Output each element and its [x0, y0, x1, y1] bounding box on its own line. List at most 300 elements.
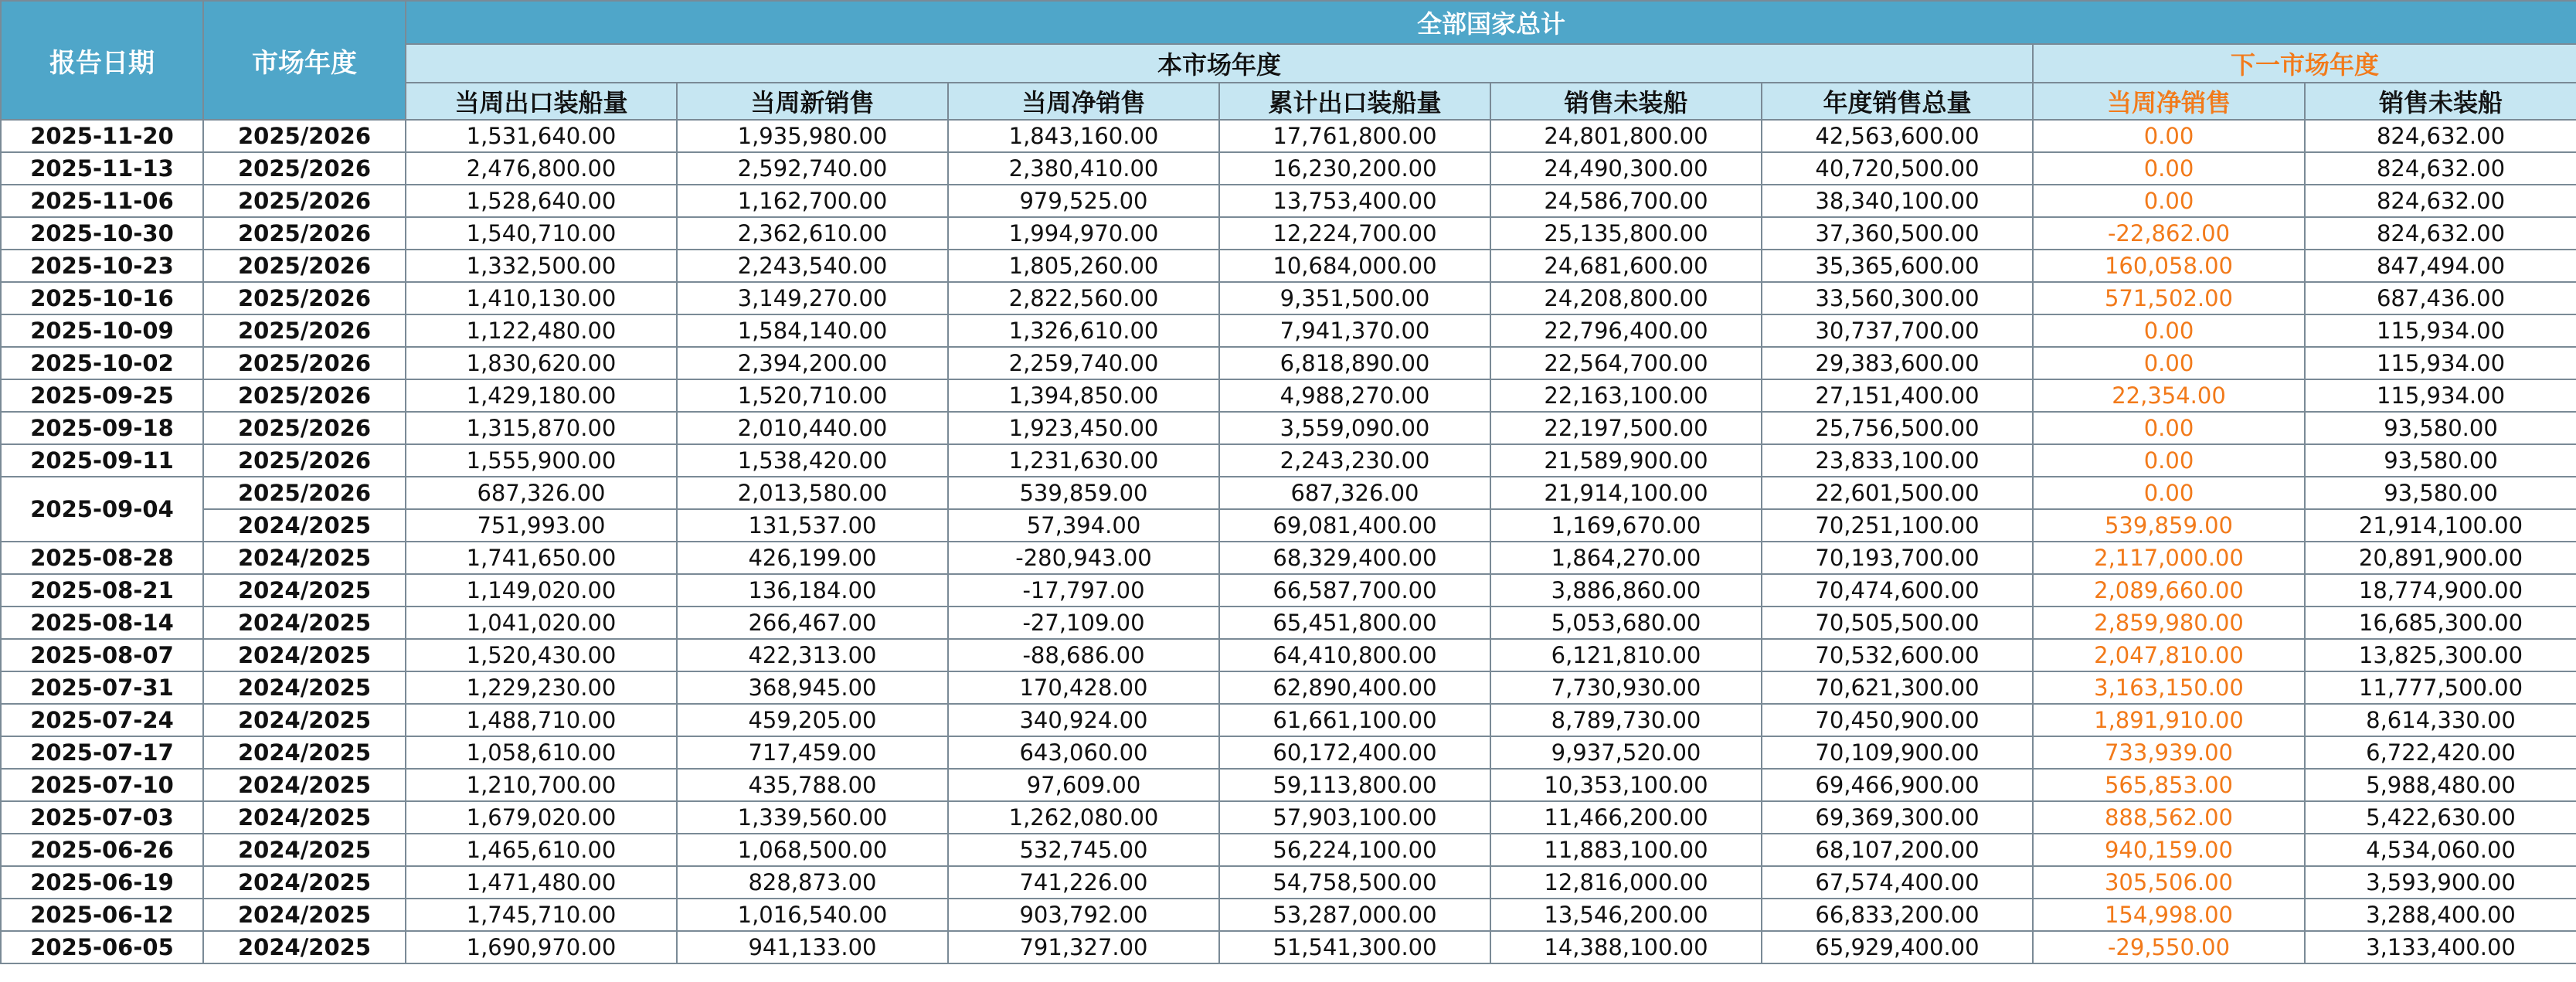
cell-report-date[interactable]: 2025-10-30	[1, 217, 203, 250]
cell-next-outstanding-sales[interactable]: 5,422,630.00	[2305, 801, 2576, 834]
cell-accumulated-exports[interactable]: 12,224,700.00	[1219, 217, 1490, 250]
table-row[interactable]	[1, 509, 2576, 542]
cell-accumulated-exports[interactable]: 66,587,700.00	[1219, 574, 1490, 607]
table-row[interactable]	[1, 607, 2576, 639]
cell-accumulated-exports[interactable]: 61,661,100.00	[1219, 704, 1490, 736]
cell-report-date[interactable]: 2025-07-10	[1, 769, 203, 801]
cell-weekly-net-sales[interactable]: -27,109.00	[948, 607, 1219, 639]
header-all-countries-total: 全部国家总计	[406, 1, 2576, 44]
cell-market-year[interactable]: 2025/2026	[203, 444, 406, 477]
header-weekly-net-sales[interactable]: 当周净销售	[948, 83, 1219, 120]
cell-next-outstanding-sales[interactable]: 3,288,400.00	[2305, 899, 2576, 931]
cell-weekly-new-sales[interactable]: 828,873.00	[677, 866, 948, 899]
cell-accumulated-exports[interactable]: 3,559,090.00	[1219, 412, 1490, 444]
cell-market-year[interactable]: 2025/2026	[203, 152, 406, 185]
cell-outstanding-sales[interactable]: 24,681,600.00	[1490, 250, 1762, 282]
cell-report-date[interactable]: 2025-09-25	[1, 379, 203, 412]
cell-weekly-new-sales[interactable]: 1,068,500.00	[677, 834, 948, 866]
cell-outstanding-sales[interactable]: 1,169,670.00	[1490, 509, 1762, 542]
cell-report-date[interactable]: 2025-07-17	[1, 736, 203, 769]
cell-total-commitments[interactable]: 70,505,500.00	[1762, 607, 2033, 639]
cell-weekly-new-sales[interactable]: 422,313.00	[677, 639, 948, 671]
table-row[interactable]	[1, 379, 2576, 412]
cell-market-year[interactable]: 2025/2026	[203, 250, 406, 282]
cell-market-year[interactable]: 2024/2025	[203, 639, 406, 671]
cell-next-outstanding-sales[interactable]: 687,436.00	[2305, 282, 2576, 314]
cell-market-year[interactable]: 2025/2026	[203, 282, 406, 314]
header-report-date[interactable]: 报告日期	[1, 1, 203, 120]
cell-total-commitments[interactable]: 25,756,500.00	[1762, 412, 2033, 444]
table-row[interactable]	[1, 217, 2576, 250]
cell-weekly-net-sales[interactable]: 1,262,080.00	[948, 801, 1219, 834]
cell-total-commitments[interactable]: 69,466,900.00	[1762, 769, 2033, 801]
cell-weekly-net-sales[interactable]: 2,259,740.00	[948, 347, 1219, 379]
cell-market-year[interactable]: 2024/2025	[203, 704, 406, 736]
cell-accumulated-exports[interactable]: 62,890,400.00	[1219, 671, 1490, 704]
cell-weekly-exports[interactable]: 1,471,480.00	[406, 866, 677, 899]
cell-market-year[interactable]: 2025/2026	[203, 477, 406, 509]
cell-weekly-exports[interactable]: 1,315,870.00	[406, 412, 677, 444]
cell-next-weekly-net-sales[interactable]: 0.00	[2033, 120, 2305, 152]
cell-total-commitments[interactable]: 22,601,500.00	[1762, 477, 2033, 509]
cell-weekly-net-sales[interactable]: 532,745.00	[948, 834, 1219, 866]
cell-weekly-new-sales[interactable]: 3,149,270.00	[677, 282, 948, 314]
table-row[interactable]	[1, 574, 2576, 607]
cell-weekly-new-sales[interactable]: 1,520,710.00	[677, 379, 948, 412]
cell-weekly-new-sales[interactable]: 368,945.00	[677, 671, 948, 704]
cell-weekly-net-sales[interactable]: 1,805,260.00	[948, 250, 1219, 282]
cell-total-commitments[interactable]: 30,737,700.00	[1762, 314, 2033, 347]
cell-weekly-exports[interactable]: 1,830,620.00	[406, 347, 677, 379]
cell-weekly-new-sales[interactable]: 1,162,700.00	[677, 185, 948, 217]
cell-outstanding-sales[interactable]: 21,589,900.00	[1490, 444, 1762, 477]
cell-next-outstanding-sales[interactable]: 6,722,420.00	[2305, 736, 2576, 769]
cell-total-commitments[interactable]: 38,340,100.00	[1762, 185, 2033, 217]
cell-accumulated-exports[interactable]: 51,541,300.00	[1219, 931, 1490, 963]
cell-next-outstanding-sales[interactable]: 18,774,900.00	[2305, 574, 2576, 607]
header-market-year[interactable]: 市场年度	[203, 1, 406, 120]
cell-weekly-new-sales[interactable]: 941,133.00	[677, 931, 948, 963]
cell-next-weekly-net-sales[interactable]: 0.00	[2033, 185, 2305, 217]
cell-weekly-new-sales[interactable]: 2,394,200.00	[677, 347, 948, 379]
header-total-commitments[interactable]: 年度销售总量	[1762, 83, 2033, 120]
cell-market-year[interactable]: 2025/2026	[203, 217, 406, 250]
cell-weekly-new-sales[interactable]: 136,184.00	[677, 574, 948, 607]
cell-market-year[interactable]: 2024/2025	[203, 736, 406, 769]
cell-next-weekly-net-sales[interactable]: 305,506.00	[2033, 866, 2305, 899]
table-row[interactable]	[1, 444, 2576, 477]
cell-outstanding-sales[interactable]: 25,135,800.00	[1490, 217, 1762, 250]
cell-next-weekly-net-sales[interactable]: 160,058.00	[2033, 250, 2305, 282]
cell-next-weekly-net-sales[interactable]: 0.00	[2033, 444, 2305, 477]
cell-accumulated-exports[interactable]: 6,818,890.00	[1219, 347, 1490, 379]
cell-total-commitments[interactable]: 68,107,200.00	[1762, 834, 2033, 866]
table-row[interactable]	[1, 412, 2576, 444]
cell-weekly-net-sales[interactable]: 791,327.00	[948, 931, 1219, 963]
cell-weekly-new-sales[interactable]: 2,013,580.00	[677, 477, 948, 509]
cell-market-year[interactable]: 2025/2026	[203, 185, 406, 217]
cell-outstanding-sales[interactable]: 11,883,100.00	[1490, 834, 1762, 866]
cell-accumulated-exports[interactable]: 68,329,400.00	[1219, 542, 1490, 574]
cell-weekly-new-sales[interactable]: 1,339,560.00	[677, 801, 948, 834]
cell-accumulated-exports[interactable]: 56,224,100.00	[1219, 834, 1490, 866]
cell-next-weekly-net-sales[interactable]: 1,891,910.00	[2033, 704, 2305, 736]
cell-weekly-net-sales[interactable]: -17,797.00	[948, 574, 1219, 607]
cell-next-weekly-net-sales[interactable]: 2,047,810.00	[2033, 639, 2305, 671]
cell-weekly-net-sales[interactable]: 903,792.00	[948, 899, 1219, 931]
header-weekly-exports[interactable]: 当周出口装船量	[406, 83, 677, 120]
cell-next-outstanding-sales[interactable]: 5,988,480.00	[2305, 769, 2576, 801]
cell-next-outstanding-sales[interactable]: 3,593,900.00	[2305, 866, 2576, 899]
cell-next-weekly-net-sales[interactable]: 0.00	[2033, 314, 2305, 347]
table-row[interactable]	[1, 736, 2576, 769]
cell-weekly-new-sales[interactable]: 2,592,740.00	[677, 152, 948, 185]
cell-accumulated-exports[interactable]: 687,326.00	[1219, 477, 1490, 509]
cell-total-commitments[interactable]: 70,251,100.00	[1762, 509, 2033, 542]
cell-weekly-new-sales[interactable]: 426,199.00	[677, 542, 948, 574]
cell-total-commitments[interactable]: 70,450,900.00	[1762, 704, 2033, 736]
cell-next-weekly-net-sales[interactable]: 888,562.00	[2033, 801, 2305, 834]
cell-next-outstanding-sales[interactable]: 115,934.00	[2305, 314, 2576, 347]
cell-accumulated-exports[interactable]: 59,113,800.00	[1219, 769, 1490, 801]
cell-weekly-net-sales[interactable]: 1,394,850.00	[948, 379, 1219, 412]
cell-outstanding-sales[interactable]: 22,564,700.00	[1490, 347, 1762, 379]
header-weekly-new-sales[interactable]: 当周新销售	[677, 83, 948, 120]
cell-report-date[interactable]: 2025-07-03	[1, 801, 203, 834]
table-row[interactable]	[1, 866, 2576, 899]
cell-weekly-new-sales[interactable]: 2,010,440.00	[677, 412, 948, 444]
cell-next-outstanding-sales[interactable]: 13,825,300.00	[2305, 639, 2576, 671]
cell-next-outstanding-sales[interactable]: 115,934.00	[2305, 347, 2576, 379]
cell-total-commitments[interactable]: 40,720,500.00	[1762, 152, 2033, 185]
cell-weekly-net-sales[interactable]: 643,060.00	[948, 736, 1219, 769]
cell-report-date[interactable]: 2025-11-06	[1, 185, 203, 217]
cell-outstanding-sales[interactable]: 9,937,520.00	[1490, 736, 1762, 769]
cell-outstanding-sales[interactable]: 6,121,810.00	[1490, 639, 1762, 671]
cell-weekly-net-sales[interactable]: 170,428.00	[948, 671, 1219, 704]
cell-report-date[interactable]: 2025-10-16	[1, 282, 203, 314]
cell-report-date[interactable]: 2025-09-11	[1, 444, 203, 477]
cell-weekly-exports[interactable]: 1,555,900.00	[406, 444, 677, 477]
cell-weekly-net-sales[interactable]: 340,924.00	[948, 704, 1219, 736]
cell-next-weekly-net-sales[interactable]: 940,159.00	[2033, 834, 2305, 866]
cell-total-commitments[interactable]: 42,563,600.00	[1762, 120, 2033, 152]
cell-weekly-exports[interactable]: 1,122,480.00	[406, 314, 677, 347]
cell-weekly-new-sales[interactable]: 717,459.00	[677, 736, 948, 769]
cell-market-year[interactable]: 2024/2025	[203, 509, 406, 542]
table-row[interactable]	[1, 152, 2576, 185]
cell-report-date[interactable]: 2025-07-24	[1, 704, 203, 736]
cell-outstanding-sales[interactable]: 24,586,700.00	[1490, 185, 1762, 217]
table-row[interactable]	[1, 769, 2576, 801]
cell-next-weekly-net-sales[interactable]: 2,089,660.00	[2033, 574, 2305, 607]
cell-weekly-exports[interactable]: 1,520,430.00	[406, 639, 677, 671]
cell-report-date[interactable]: 2025-11-13	[1, 152, 203, 185]
cell-next-weekly-net-sales[interactable]: 3,163,150.00	[2033, 671, 2305, 704]
cell-accumulated-exports[interactable]: 54,758,500.00	[1219, 866, 1490, 899]
table-row[interactable]	[1, 834, 2576, 866]
cell-accumulated-exports[interactable]: 4,988,270.00	[1219, 379, 1490, 412]
cell-accumulated-exports[interactable]: 53,287,000.00	[1219, 899, 1490, 931]
cell-outstanding-sales[interactable]: 22,796,400.00	[1490, 314, 1762, 347]
cell-outstanding-sales[interactable]: 24,208,800.00	[1490, 282, 1762, 314]
cell-outstanding-sales[interactable]: 13,546,200.00	[1490, 899, 1762, 931]
table-row[interactable]	[1, 704, 2576, 736]
cell-total-commitments[interactable]: 70,621,300.00	[1762, 671, 2033, 704]
table-row[interactable]	[1, 250, 2576, 282]
cell-weekly-net-sales[interactable]: 1,231,630.00	[948, 444, 1219, 477]
cell-accumulated-exports[interactable]: 10,684,000.00	[1219, 250, 1490, 282]
cell-outstanding-sales[interactable]: 24,490,300.00	[1490, 152, 1762, 185]
cell-weekly-exports[interactable]: 1,058,610.00	[406, 736, 677, 769]
table-row[interactable]	[1, 899, 2576, 931]
cell-weekly-exports[interactable]: 1,528,640.00	[406, 185, 677, 217]
cell-outstanding-sales[interactable]: 12,816,000.00	[1490, 866, 1762, 899]
cell-report-date[interactable]: 2025-08-21	[1, 574, 203, 607]
cell-market-year[interactable]: 2024/2025	[203, 607, 406, 639]
cell-next-weekly-net-sales[interactable]: -22,862.00	[2033, 217, 2305, 250]
cell-accumulated-exports[interactable]: 13,753,400.00	[1219, 185, 1490, 217]
cell-report-date[interactable]: 2025-06-26	[1, 834, 203, 866]
table-row[interactable]	[1, 185, 2576, 217]
cell-next-outstanding-sales[interactable]: 8,614,330.00	[2305, 704, 2576, 736]
cell-weekly-new-sales[interactable]: 2,243,540.00	[677, 250, 948, 282]
cell-outstanding-sales[interactable]: 8,789,730.00	[1490, 704, 1762, 736]
cell-weekly-exports[interactable]: 1,531,640.00	[406, 120, 677, 152]
cell-report-date[interactable]: 2025-10-02	[1, 347, 203, 379]
cell-next-weekly-net-sales[interactable]: 22,354.00	[2033, 379, 2305, 412]
cell-total-commitments[interactable]: 67,574,400.00	[1762, 866, 2033, 899]
cell-total-commitments[interactable]: 70,193,700.00	[1762, 542, 2033, 574]
cell-weekly-exports[interactable]: 1,741,650.00	[406, 542, 677, 574]
cell-weekly-exports[interactable]: 1,679,020.00	[406, 801, 677, 834]
table-row[interactable]	[1, 347, 2576, 379]
cell-weekly-exports[interactable]: 1,410,130.00	[406, 282, 677, 314]
cell-next-outstanding-sales[interactable]: 4,534,060.00	[2305, 834, 2576, 866]
cell-next-weekly-net-sales[interactable]: -29,550.00	[2033, 931, 2305, 963]
cell-weekly-net-sales[interactable]: 979,525.00	[948, 185, 1219, 217]
cell-total-commitments[interactable]: 27,151,400.00	[1762, 379, 2033, 412]
cell-accumulated-exports[interactable]: 65,451,800.00	[1219, 607, 1490, 639]
cell-next-outstanding-sales[interactable]: 21,914,100.00	[2305, 509, 2576, 542]
cell-next-weekly-net-sales[interactable]: 571,502.00	[2033, 282, 2305, 314]
cell-report-date[interactable]: 2025-08-07	[1, 639, 203, 671]
cell-total-commitments[interactable]: 23,833,100.00	[1762, 444, 2033, 477]
cell-weekly-exports[interactable]: 1,540,710.00	[406, 217, 677, 250]
cell-next-weekly-net-sales[interactable]: 0.00	[2033, 152, 2305, 185]
cell-weekly-new-sales[interactable]: 266,467.00	[677, 607, 948, 639]
cell-next-weekly-net-sales[interactable]: 0.00	[2033, 347, 2305, 379]
cell-weekly-new-sales[interactable]: 1,538,420.00	[677, 444, 948, 477]
header-next-weekly-net-sales[interactable]: 当周净销售	[2033, 83, 2305, 120]
cell-next-weekly-net-sales[interactable]: 0.00	[2033, 477, 2305, 509]
cell-total-commitments[interactable]: 33,560,300.00	[1762, 282, 2033, 314]
table-row[interactable]	[1, 671, 2576, 704]
cell-next-outstanding-sales[interactable]: 824,632.00	[2305, 152, 2576, 185]
cell-market-year[interactable]: 2024/2025	[203, 542, 406, 574]
cell-report-date[interactable]: 2025-09-04	[1, 477, 203, 542]
cell-market-year[interactable]: 2024/2025	[203, 931, 406, 963]
cell-total-commitments[interactable]: 65,929,400.00	[1762, 931, 2033, 963]
cell-weekly-exports[interactable]: 687,326.00	[406, 477, 677, 509]
cell-next-outstanding-sales[interactable]: 824,632.00	[2305, 185, 2576, 217]
cell-weekly-exports[interactable]: 1,745,710.00	[406, 899, 677, 931]
header-accumulated-exports[interactable]: 累计出口装船量	[1219, 83, 1490, 120]
cell-accumulated-exports[interactable]: 69,081,400.00	[1219, 509, 1490, 542]
cell-weekly-net-sales[interactable]: 741,226.00	[948, 866, 1219, 899]
cell-weekly-new-sales[interactable]: 2,362,610.00	[677, 217, 948, 250]
cell-outstanding-sales[interactable]: 24,801,800.00	[1490, 120, 1762, 152]
cell-weekly-exports[interactable]: 2,476,800.00	[406, 152, 677, 185]
cell-total-commitments[interactable]: 35,365,600.00	[1762, 250, 2033, 282]
cell-weekly-net-sales[interactable]: 1,994,970.00	[948, 217, 1219, 250]
cell-weekly-net-sales[interactable]: 1,326,610.00	[948, 314, 1219, 347]
cell-weekly-net-sales[interactable]: 57,394.00	[948, 509, 1219, 542]
cell-weekly-net-sales[interactable]: -88,686.00	[948, 639, 1219, 671]
cell-next-weekly-net-sales[interactable]: 154,998.00	[2033, 899, 2305, 931]
cell-total-commitments[interactable]: 70,474,600.00	[1762, 574, 2033, 607]
cell-next-outstanding-sales[interactable]: 20,891,900.00	[2305, 542, 2576, 574]
cell-next-outstanding-sales[interactable]: 93,580.00	[2305, 444, 2576, 477]
cell-accumulated-exports[interactable]: 16,230,200.00	[1219, 152, 1490, 185]
cell-weekly-exports[interactable]: 1,041,020.00	[406, 607, 677, 639]
cell-next-weekly-net-sales[interactable]: 2,117,000.00	[2033, 542, 2305, 574]
cell-market-year[interactable]: 2025/2026	[203, 347, 406, 379]
cell-report-date[interactable]: 2025-09-18	[1, 412, 203, 444]
cell-market-year[interactable]: 2024/2025	[203, 769, 406, 801]
cell-report-date[interactable]: 2025-10-09	[1, 314, 203, 347]
cell-outstanding-sales[interactable]: 10,353,100.00	[1490, 769, 1762, 801]
header-outstanding-sales[interactable]: 销售未装船	[1490, 83, 1762, 120]
cell-accumulated-exports[interactable]: 7,941,370.00	[1219, 314, 1490, 347]
cell-outstanding-sales[interactable]: 14,388,100.00	[1490, 931, 1762, 963]
cell-market-year[interactable]: 2024/2025	[203, 671, 406, 704]
cell-next-outstanding-sales[interactable]: 824,632.00	[2305, 217, 2576, 250]
cell-weekly-exports[interactable]: 1,210,700.00	[406, 769, 677, 801]
cell-total-commitments[interactable]: 69,369,300.00	[1762, 801, 2033, 834]
table-row[interactable]	[1, 120, 2576, 152]
cell-market-year[interactable]: 2024/2025	[203, 866, 406, 899]
cell-outstanding-sales[interactable]: 7,730,930.00	[1490, 671, 1762, 704]
header-current-market-year: 本市场年度	[406, 44, 2033, 83]
cell-outstanding-sales[interactable]: 21,914,100.00	[1490, 477, 1762, 509]
cell-next-weekly-net-sales[interactable]: 539,859.00	[2033, 509, 2305, 542]
cell-weekly-new-sales[interactable]: 131,537.00	[677, 509, 948, 542]
table-row[interactable]	[1, 931, 2576, 963]
cell-weekly-exports[interactable]: 1,465,610.00	[406, 834, 677, 866]
cell-weekly-net-sales[interactable]: 539,859.00	[948, 477, 1219, 509]
cell-market-year[interactable]: 2025/2026	[203, 412, 406, 444]
cell-report-date[interactable]: 2025-06-05	[1, 931, 203, 963]
cell-weekly-net-sales[interactable]: 1,923,450.00	[948, 412, 1219, 444]
table-row[interactable]	[1, 639, 2576, 671]
cell-market-year[interactable]: 2025/2026	[203, 379, 406, 412]
cell-report-date[interactable]: 2025-06-19	[1, 866, 203, 899]
cell-weekly-new-sales[interactable]: 1,016,540.00	[677, 899, 948, 931]
cell-accumulated-exports[interactable]: 9,351,500.00	[1219, 282, 1490, 314]
cell-market-year[interactable]: 2024/2025	[203, 574, 406, 607]
cell-next-outstanding-sales[interactable]: 11,777,500.00	[2305, 671, 2576, 704]
table-header	[1, 1, 2576, 120]
cell-next-weekly-net-sales[interactable]: 2,859,980.00	[2033, 607, 2305, 639]
cell-market-year[interactable]: 2024/2025	[203, 801, 406, 834]
table-row[interactable]	[1, 282, 2576, 314]
cell-weekly-net-sales[interactable]: -280,943.00	[948, 542, 1219, 574]
cell-weekly-exports[interactable]: 1,488,710.00	[406, 704, 677, 736]
cell-outstanding-sales[interactable]: 22,163,100.00	[1490, 379, 1762, 412]
cell-next-weekly-net-sales[interactable]: 565,853.00	[2033, 769, 2305, 801]
cell-weekly-net-sales[interactable]: 1,843,160.00	[948, 120, 1219, 152]
cell-weekly-new-sales[interactable]: 435,788.00	[677, 769, 948, 801]
cell-total-commitments[interactable]: 70,109,900.00	[1762, 736, 2033, 769]
cell-total-commitments[interactable]: 29,383,600.00	[1762, 347, 2033, 379]
cell-next-outstanding-sales[interactable]: 3,133,400.00	[2305, 931, 2576, 963]
cell-accumulated-exports[interactable]: 17,761,800.00	[1219, 120, 1490, 152]
cell-weekly-net-sales[interactable]: 97,609.00	[948, 769, 1219, 801]
table-row[interactable]	[1, 477, 2576, 509]
cell-next-weekly-net-sales[interactable]: 0.00	[2033, 412, 2305, 444]
cell-weekly-new-sales[interactable]: 1,935,980.00	[677, 120, 948, 152]
cell-report-date[interactable]: 2025-06-12	[1, 899, 203, 931]
cell-weekly-net-sales[interactable]: 2,380,410.00	[948, 152, 1219, 185]
cell-report-date[interactable]: 2025-07-31	[1, 671, 203, 704]
cell-market-year[interactable]: 2024/2025	[203, 899, 406, 931]
cell-total-commitments[interactable]: 66,833,200.00	[1762, 899, 2033, 931]
cell-next-outstanding-sales[interactable]: 93,580.00	[2305, 412, 2576, 444]
cell-market-year[interactable]: 2025/2026	[203, 314, 406, 347]
cell-outstanding-sales[interactable]: 1,864,270.00	[1490, 542, 1762, 574]
cell-outstanding-sales[interactable]: 3,886,860.00	[1490, 574, 1762, 607]
cell-outstanding-sales[interactable]: 5,053,680.00	[1490, 607, 1762, 639]
cell-weekly-exports[interactable]: 1,429,180.00	[406, 379, 677, 412]
cell-total-commitments[interactable]: 37,360,500.00	[1762, 217, 2033, 250]
cell-next-outstanding-sales[interactable]: 824,632.00	[2305, 120, 2576, 152]
cell-report-date[interactable]: 2025-11-20	[1, 120, 203, 152]
cell-next-weekly-net-sales[interactable]: 733,939.00	[2033, 736, 2305, 769]
cell-weekly-exports[interactable]: 1,332,500.00	[406, 250, 677, 282]
cell-report-date[interactable]: 2025-08-14	[1, 607, 203, 639]
cell-market-year[interactable]: 2025/2026	[203, 120, 406, 152]
table-row[interactable]	[1, 314, 2576, 347]
cell-weekly-new-sales[interactable]: 1,584,140.00	[677, 314, 948, 347]
table-row[interactable]	[1, 542, 2576, 574]
cell-weekly-exports[interactable]: 751,993.00	[406, 509, 677, 542]
cell-next-outstanding-sales[interactable]: 93,580.00	[2305, 477, 2576, 509]
cell-next-outstanding-sales[interactable]: 16,685,300.00	[2305, 607, 2576, 639]
cell-accumulated-exports[interactable]: 2,243,230.00	[1219, 444, 1490, 477]
cell-outstanding-sales[interactable]: 22,197,500.00	[1490, 412, 1762, 444]
cell-outstanding-sales[interactable]: 11,466,200.00	[1490, 801, 1762, 834]
cell-total-commitments[interactable]: 70,532,600.00	[1762, 639, 2033, 671]
table-row[interactable]	[1, 801, 2576, 834]
cell-next-outstanding-sales[interactable]: 847,494.00	[2305, 250, 2576, 282]
cell-weekly-new-sales[interactable]: 459,205.00	[677, 704, 948, 736]
cell-weekly-exports[interactable]: 1,690,970.00	[406, 931, 677, 963]
cell-accumulated-exports[interactable]: 64,410,800.00	[1219, 639, 1490, 671]
cell-weekly-exports[interactable]: 1,149,020.00	[406, 574, 677, 607]
header-next-outstanding-sales[interactable]: 销售未装船	[2305, 83, 2576, 120]
header-next-market-year: 下一市场年度	[2033, 44, 2576, 83]
cell-accumulated-exports[interactable]: 57,903,100.00	[1219, 801, 1490, 834]
cell-accumulated-exports[interactable]: 60,172,400.00	[1219, 736, 1490, 769]
cell-weekly-exports[interactable]: 1,229,230.00	[406, 671, 677, 704]
cell-market-year[interactable]: 2024/2025	[203, 834, 406, 866]
table-body	[1, 120, 2576, 963]
cell-weekly-net-sales[interactable]: 2,822,560.00	[948, 282, 1219, 314]
cell-next-outstanding-sales[interactable]: 115,934.00	[2305, 379, 2576, 412]
cell-report-date[interactable]: 2025-08-28	[1, 542, 203, 574]
cell-report-date[interactable]: 2025-10-23	[1, 250, 203, 282]
